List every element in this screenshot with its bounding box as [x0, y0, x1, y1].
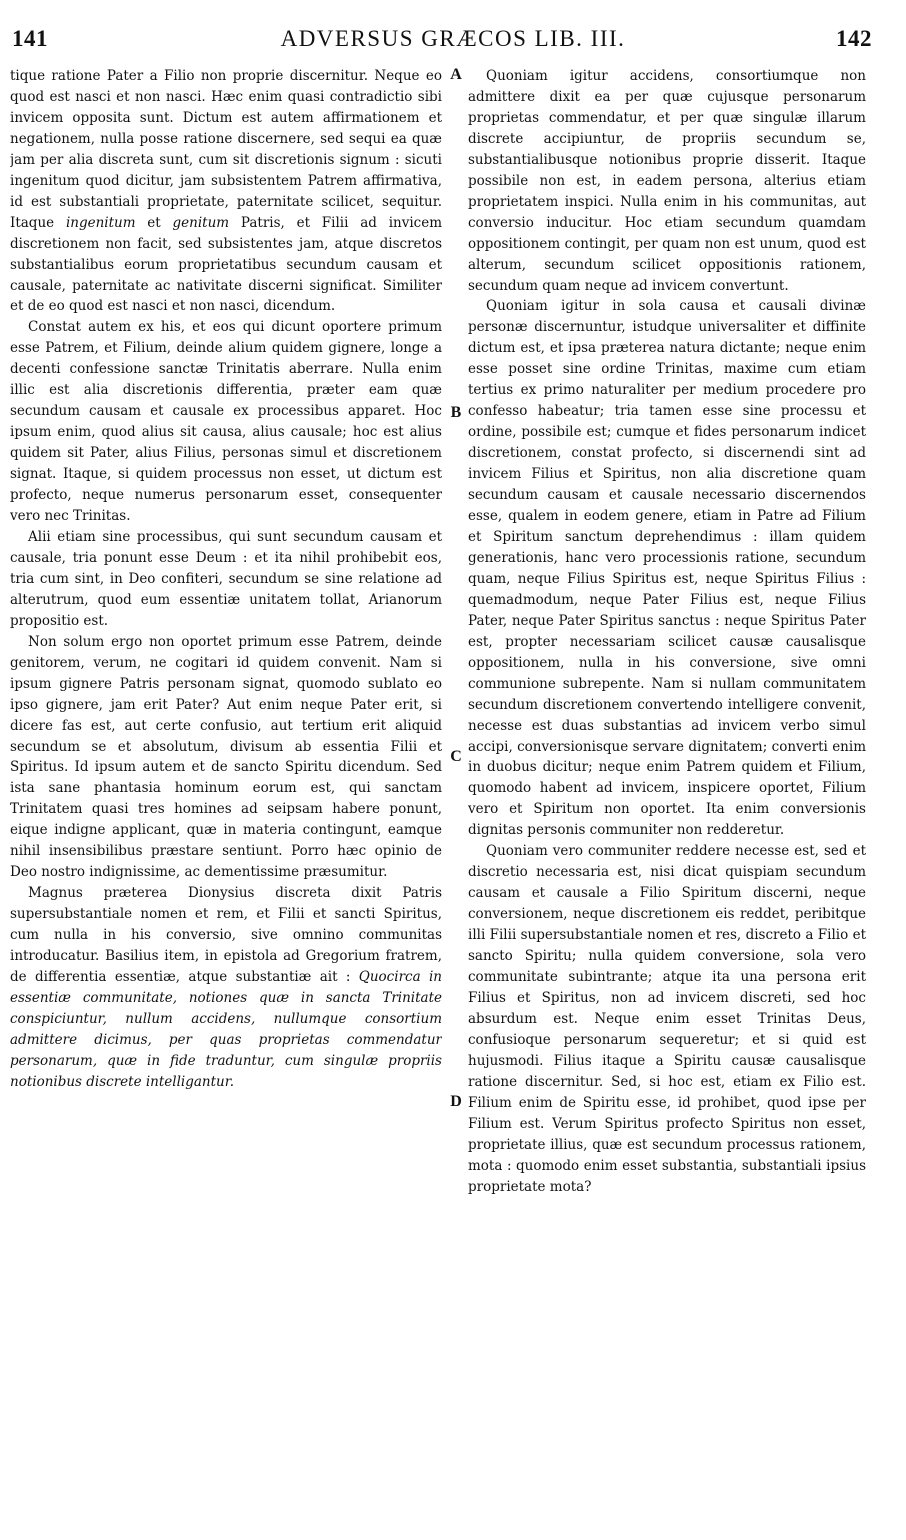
italic-quotation: Quocirca in essentiæ communitate, notiones quæ in sancta Trinitate conspiciuntur, nullum accidens, nullumque consortium admittere dicimus, per quas proprietas commendatur personarum, quæ in fide traduntur, cum singulæ propriis notionibus discrete intelligantur.	[10, 968, 442, 1090]
paragraph-text: Magnus præterea Dionysius discreta dixit Patris supersubstantiale nomen et rem, et Filii et sancti Spiritus, cum nulla in his conversio, sive omnino communitas introducatur. Basilius item, in epistola ad Gregorium fratrem, de differentia essentiæ, atque substantiæ ait :	[10, 885, 442, 985]
margin-marker-a: A	[450, 66, 462, 83]
paragraph-text: Patris, et Filii ad invicem discretionem non facit, sed subsistentes jam, atque discretos substantialibus eorum proprietatibus secundum causam et causale, paternitate ac nativitate discerni significat. Similiter et de eo quod est nasci et non nasci, dicendum.	[10, 214, 442, 315]
paragraph: Quoniam vero communiter reddere necesse est, sed et discretio necessaria est, nisi dicat quispiam secundum causam et causale a Filio Spiritum discerni, neque conversionem, neque discretionem eis reddet, peribitque illi Filii supersubstantiale nomen et res, discreto a Filio et sancto Spiritu; nulla quidem conversione, sola vero communitate subintrante; atque ita una persona erit Filius et Spiritus, non ad invicem discreti, sed hoc absurdum est. Neque enim esset Trinitas Deus, confusioque personarum sequeretur; et si quid est hujusmodi. Filius itaque a Spiritu causæ causalisque ratione discernitur. Sed, si hoc est, etiam ex Filio est. Filium enim de Spiritu esse, id prohibet, quod ipse per Filium est. Verum Spiritus profecto Spiritus non esset, proprietate illius, quæ est secundum processus rationem, mota : quomodo enim esset substantia, substantiali ipsius proprietate mota?	[468, 843, 866, 1195]
page-header	[10, 26, 896, 60]
margin-marker-c: C	[450, 748, 462, 765]
paragraph: Quoniam igitur accidens, consortiumque non admittere dixit ea per quæ cujusque personarum proprietas commendatur, et per quæ singulæ illarum discrete accipiuntur, de propriis secundum se, substantialibusque notionibus proprie disserit. Itaque possibile non est, in eadem persona, alterius etiam proprietatem inspici. Nulla enim in his communitas, aut conversio inducitur. Hoc etiam secundum quamdam oppositionem contingit, per quam non est unum, quod est alterum, secundum scilicet oppositionis rationem, secundum quam neque ad invicem convertunt.	[468, 68, 866, 294]
italic-term: genitum	[172, 214, 230, 231]
italic-term: ingenitum	[65, 214, 136, 231]
paragraph-text: et	[135, 214, 173, 231]
paragraph: Quoniam igitur in sola causa et causali divinæ personæ discernuntur, istudque universaliter et diffinite dictum est, et ipsa præterea natura dictante; neque enim esse posset sine ordine Trinitas, maxime cum etiam tertius ex primo naturaliter per medium procedere pro confesso habeatur; tria tamen esse sine processu et ordine, possibile est; cumque et fides personarum indicet discretionem, constat profecto, si discernendi sint ad invicem Filius et Spiritus, non alia discretione quam secundum causam et causale necessario discernendos esse, qualem in eodem genere, etiam in Patre ad Filium et Spiritum sanctum deprehendimus : illam quidem generationis, hanc vero processionis ratione, secundum quam, neque Filius Spiritus est, neque Spiritus Filius : quemadmodum, neque Pater Filius est, neque Filius Pater, neque Pater Spiritus sanctus : neque Spiritus Pater est, propter necessariam scilicet causæ causalisque oppositionem, nulla in his conversione, sive omni communione subrepente. Nam si nullam communitatem secundum discretionem convertendo intelligere convenit, necesse est duas substantias ad invicem verbo simul accipi, conversionisque servare dignitatem; converti enim in duobus dicitur; neque enim Patrem quidem et Filium, quomodo habent ad invicem, inspicere oportet, Filium vero et Spiritum non oportet. Ita enim conversionis dignitas personis communiter non redderetur.	[468, 298, 866, 839]
paragraph: Alii etiam sine processibus, qui sunt secundum causam et causale, tria ponunt esse Deum : et ita nihil prohibebit eos, tria cum sint, in Deo confiteri, secundum se sine relatione ad alterutrum, quod eum essentiæ unitatem tollat, Arianorum propositio est.	[10, 528, 442, 629]
left-column	[10, 66, 442, 1496]
right-column	[468, 66, 866, 1496]
page-number-right: 142	[836, 26, 872, 51]
page-number-left: 141	[12, 26, 48, 51]
margin-marker-d: D	[450, 1093, 462, 1110]
paragraph	[10, 883, 442, 1093]
margin-marker-b: B	[450, 404, 462, 421]
paragraph	[10, 66, 442, 317]
paragraph: Constat autem ex his, et eos qui dicunt oportere primum esse Patrem, et Filium, deinde alium quidem gignere, longe a decenti confessione sanctæ Trinitatis aberrare. Nulla enim illic est alia discretionis differentia, præter eam quæ secundum causam et causale ex processibus apparet. Hoc ipsum enim, quod alius sit causa, alius causale; hoc est alius quidem sit Pater, alius Filius, personas simul et discretionem signat. Itaque, si quidem processus non esset, ut dictum est profecto, neque numerus personarum esset, consequenter vero nec Trinitas.	[10, 319, 442, 525]
paragraph: Non solum ergo non oportet primum esse Patrem, deinde genitorem, verum, ne cogitari id quidem convenit. Nam si ipsum gignere Patris personam signat, quomodo sublato eo ipso gignere, jam erit Pater? Aut enim neque Pater erit, si dicere fas est, aut certe confusio, aut tertium erit aliquid secundum se et absolutum, divisum ab essentia Filii et Spiritus. Id ipsum autem et de sancto Spiritu dicendum. Sed ista sane phantasia hominum eorum est, qui sanctam Trinitatem quasi tres homines ad seipsam habere ponunt, eique indigne applicant, quæ in materia contingunt, eamque nihil insensibilibus præstare sentiunt. Porro hæc opinio de Deo nostro indignissime, ac dementissime præsumitur.	[10, 633, 442, 881]
running-title: ADVERSUS GRÆCOS LIB. III.	[280, 26, 626, 51]
paragraph-text: tique ratione Pater a Filio non proprie discernitur. Neque eo quod est nasci et non nasci. Hæc enim quasi contradictio sibi invicem opposita sunt. Dictum est autem affirmationem et negationem, nulla posse ratione discernere, sed sequi ea quæ jam per alia discreta sunt, cum sit discretionis signum : sicuti ingenitum quod dicitur, jam subsistentem Patrem affirmativa, id est substantiali proprietate, paternitate scilicet, sequitur. Itaque	[10, 68, 442, 231]
